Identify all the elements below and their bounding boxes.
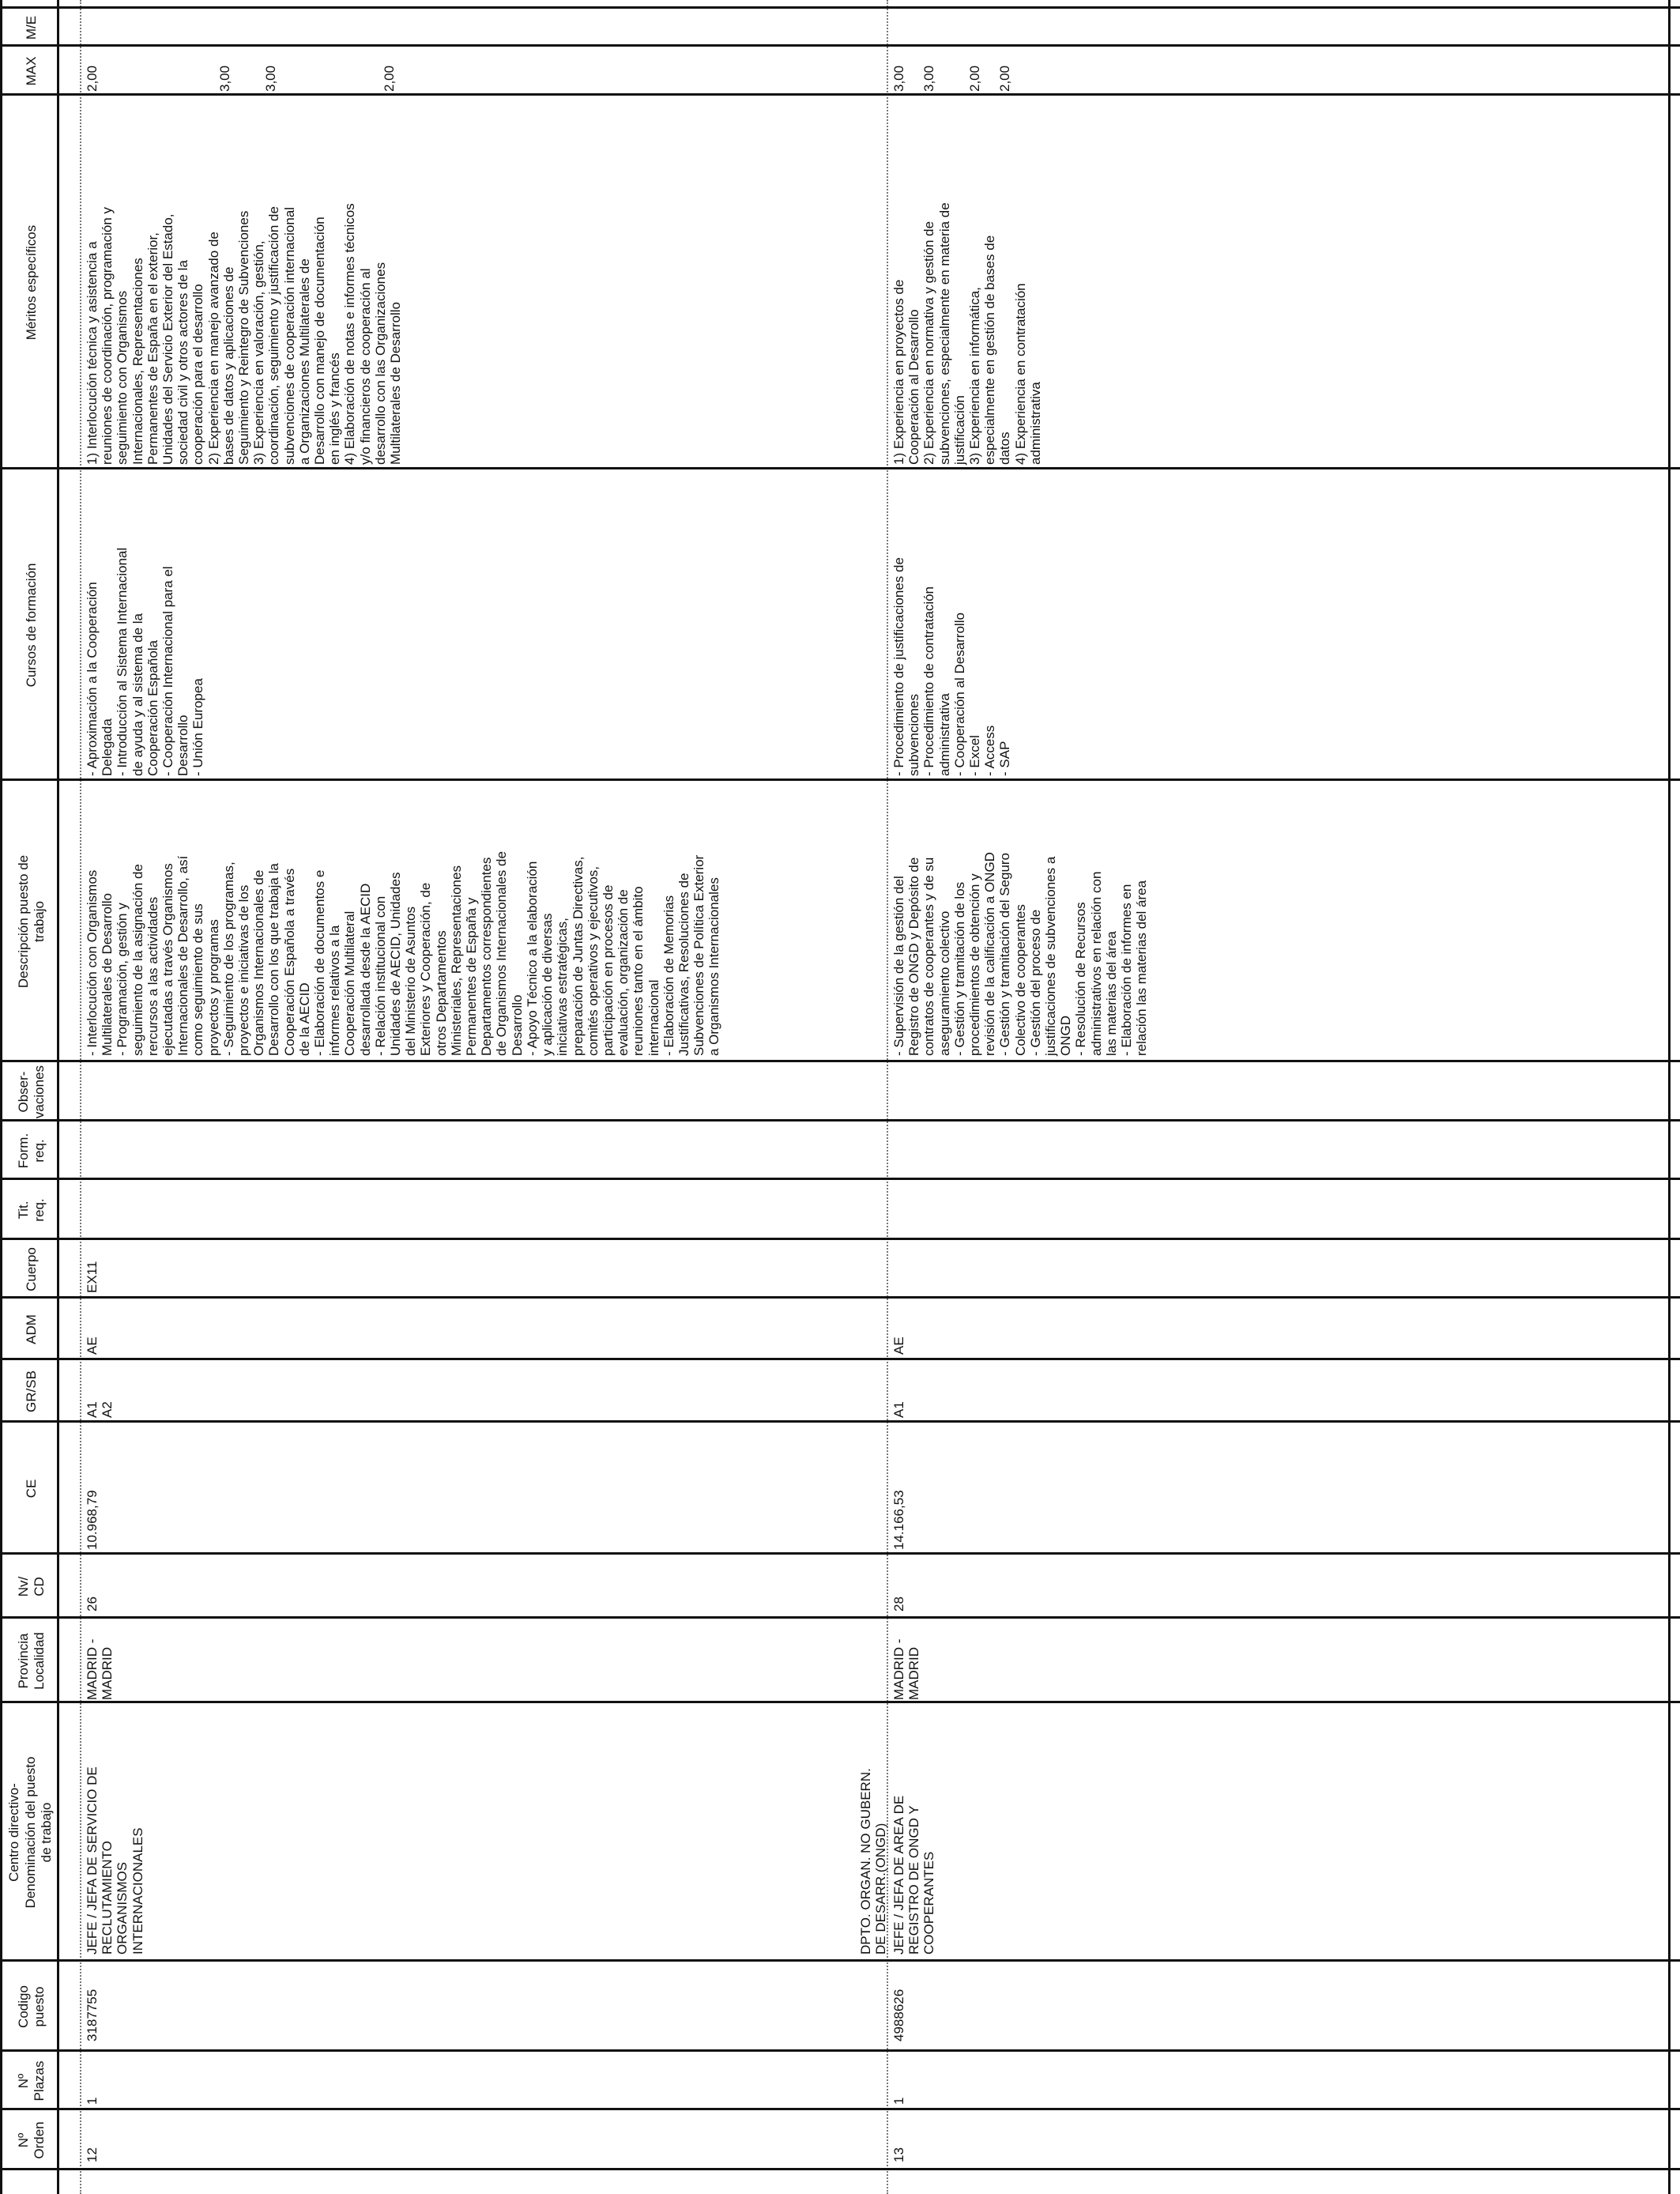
table-bottom-border [1668,0,1671,2194]
row-13-max-4: 2,00 [997,65,1012,92]
row-12-guide [80,0,81,2194]
header-orden: Nº Orden [15,2121,47,2159]
header-titulacion: Tit. req. [15,1198,47,1222]
header-provincia: Provincia Localidad [15,1632,47,1690]
row-12-max-4: 2,00 [382,65,397,92]
col-sep [0,1616,1680,1619]
header-centro: Centro directivo- Denominación del puesto de trabajo [6,1756,55,1909]
col-sep [0,1358,1680,1360]
row-13-descripcion: - Supervisión de la gestión del Registro de ONGD y Depósito de contratos de cooperantes y de su aseguramiento colectivo - Gestión y tramitación de los procedimientos de obtención y revisión de la calificación a ONGD - Gestión y tramitación del Seguro Colectivo de cooperantes - Gestión del proceso de justificaciones de subvenciones a ONGD - Resolución de Recursos administrativos en relación con las materias del área - Elaboración de informes en relación las materias del área [891,852,1150,1056]
row-12-max-2: 3,00 [217,65,232,92]
header-cuerpo: Cuerpo [23,1247,39,1291]
row-12-codigo: 3187755 [85,1989,100,2041]
header-observaciones: Obser- vaciones [15,1065,47,1119]
row-12-cuerpo: EX11 [85,1261,100,1293]
row-13-centro: JEFE / JEFA DE AREA DE REGISTRO DE ONGD Y COOPERANTES [891,1795,937,1955]
row-12-max-3: 3,00 [263,65,278,92]
row-13-cursos: - Procedimiento de justificaciones de subvenciones - Procedimiento de contratación administrativa - Cooperación al Desarrollo - Excel - Access - SAP [891,557,1013,776]
row-13-orden: 13 [891,2147,906,2162]
row-12-max-1: 2,00 [85,65,100,92]
row-12-orden: 12 [85,2147,100,2162]
header-separator [57,0,59,2194]
col-sep [0,6,1680,9]
header-descripcion: Descripción puesto de trabajo [15,854,47,989]
row-13-ce: 14.166,53 [891,1490,906,1550]
col-sep [0,1178,1680,1180]
row-12-grupo: A1 A2 [85,1401,115,1418]
col-sep [0,2108,1680,2110]
col-sep [0,1420,1680,1423]
col-sep [0,467,1680,469]
row-12-centro: JEFE / JEFA DE SERVICIO DE RECLUTAMIENTO ORGANISMOS INTERNACIONALES [85,1766,145,1955]
row-12-cursos: - Aproximación a la Cooperación Delegada - Introducción al Sistema Internacional de ayuda y al sistema de la Cooperación Española - Cooperación Internacional para el Desarrollo - Unión Europea [85,547,206,776]
col-sep [0,2049,1680,2052]
header-codigo: Codigo puesto [15,1985,47,2028]
col-sep [0,1238,1680,1240]
header-nivel: Nv/ CD [15,1576,47,1597]
header-formacion-req: Form. req. [15,1133,47,1169]
row-13-max-3: 2,00 [967,65,982,92]
row-13-max-1: 3,00 [891,65,906,92]
header-max: MAX [23,56,39,86]
col-sep [0,1060,1680,1062]
row-13-adm: AE [891,1336,906,1355]
row-13-provincia: MADRID - MADRID [891,1638,922,1700]
col-sep [0,1552,1680,1555]
row-12-plazas: 1 [85,2097,100,2105]
col-sep [0,1959,1680,1962]
header-ce: CE [23,1479,39,1498]
row-13-max-2: 3,00 [921,65,936,92]
header-plazas: Nº Plazas [15,2060,47,2102]
col-sep [0,778,1680,781]
col-sep [0,1701,1680,1703]
row-12-descripcion: - Interlocución con Organismos Multilaterales de Desarrollo - Programación, gestión y seguimiento de la asignación de rercursos a las actividades ejecutadas a través Organismos Internacionales de Desarrollo, así como seguimiento de sus proyectos y programas - Seguimiento de los programas, proyectos e iniciativas de los Organismos Internacionales de Desarrollo con los que trabaja la Cooperación Española a través de la AECID - Elaboración de documentos e informes relativos a la Cooperación Multilateral desarrollada desde la AECID - Relación institucional con Unidades de AECID, Unidades del Ministerio de Asuntos Exteriores y Cooperación, de otros Departamentos Ministeriales, Representaciones Permanentes de España y Departamentos correspondientes de Organismos Internacionales de Desarrollo - Apoyo Técnico a la elaboración y aplicación de diversas iniciativas estratégicas, preparación de Juntas Directivas, comités operativos y ejecutivos, participación en procesos de evaluación, organización de reuniones tanto en el ámbito internacional - Elaboración de Memorias Justificativas, Resoluciones de Subvenciones de Política Exterior a Organismos Internacionales [85,851,722,1056]
row-13-nivel: 28 [891,1596,906,1612]
col-sep [0,2168,1680,2170]
col-sep [0,1119,1680,1122]
header-cursos: Cursos de formación [23,563,39,688]
header-grupo: GR/SB [23,1370,39,1412]
row-13-plazas: 1 [891,2097,906,2105]
table-top-border [0,0,2,2194]
row-13-unit: DPTO. ORGAN. NO GUBERN. DE DESARR.(ONGD) [858,1768,889,1955]
col-sep [0,44,1680,47]
header-meritos: Méritos específicos [23,224,39,341]
row-13-grupo: A1 [891,1401,906,1418]
header-adm: ADM [23,1314,39,1344]
row-13-meritos: 1) Experiencia en proyectos de Cooperación al Desarrollo 2) Experiencia en normativa y gestión de subvenciones, especialmente en materia de justificación 3) Experiencia en informática, especialmente en gestión de bases de datos 4) Experiencia en contratación administrativa [891,202,1043,465]
col-sep [0,93,1680,96]
row-13-codigo: 4988626 [891,1989,906,2041]
row-12-adm: AE [85,1336,100,1355]
row-12-meritos: 1) Interlocución técnica y asistencia a reuniones de coordinación, programación y seguimiento con Organismos Internacionales, Representaciones Permanentes de España en el exterior, Unidades del Servicio Exterior del Estado, sociedad civil y otros actores de la cooperación para el desarrollo 2) Experiencia en manejo avanzado de bases de datos y aplicaciones de Seguimiento y Reintegro de Subvenciones 3) Experiencia en valoración, gestión, coordinación, seguimiento y justificación de subvenciones de cooperación internacional a Organizaciones Multilaterales de Desarrollo con manejo de documentación en inglés y francés 4) Elaboración de notas e informes técnicos y/o financieros de cooperación al desarrollo con las Organizaciones Multilaterales de Desarrollo [85,203,404,465]
row-12-nivel: 26 [85,1596,100,1612]
row-12-provincia: MADRID - MADRID [85,1638,115,1700]
col-sep [0,1296,1680,1299]
row-12-ce: 10.968,79 [85,1490,100,1550]
header-me: M/E [23,15,39,40]
